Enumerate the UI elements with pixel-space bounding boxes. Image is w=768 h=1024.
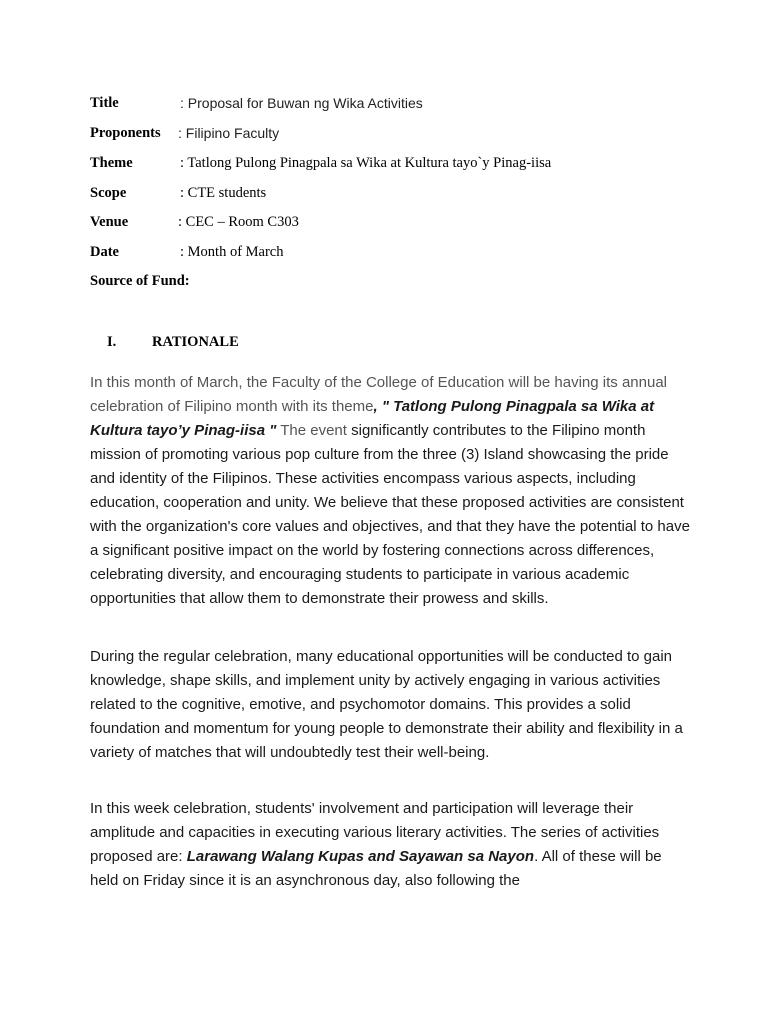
proponents-value: : Filipino Faculty xyxy=(178,125,280,141)
section-title: RATIONALE xyxy=(152,334,239,350)
activities-names: Larawang Walang Kupas and Sayawan sa Nayon xyxy=(186,848,535,865)
date-value: : Month of March xyxy=(180,244,284,260)
date-label: Date xyxy=(90,244,119,260)
theme-quote: , " Tatlong Pulong Pinagpala sa Wika at Kultura tayo’y Pinag-iisa " xyxy=(90,398,655,439)
section-number: I. xyxy=(107,334,117,350)
title-label: Title xyxy=(90,95,119,111)
scope-label: Scope xyxy=(90,185,127,201)
scope-value: : CTE students xyxy=(180,185,267,201)
fund-label: Source of Fund: xyxy=(90,273,190,289)
rationale-paragraph-3 xyxy=(90,797,690,893)
rationale-paragraph-2: During the regular celebration, many educational opportunities will be conducted to gain knowledge, shape skills, and implement unity by actively engaging in various activities related to the cognitive, emotive, and psychomotor domains. This provides a solid foundation and momentum for young people to demonstrate their ability and flexibility in a variety of matches that will undoubtedly test their well-being. xyxy=(90,648,683,761)
venue-value: : CEC – Room C303 xyxy=(178,214,299,230)
venue-label: Venue xyxy=(90,214,129,230)
p3-intro: In this week celebration, students' involvement and participation will leverage their amplitude and capacities in executing various literary activities. The series of activities proposed are: xyxy=(90,800,660,865)
proponents-label: Proponents xyxy=(90,125,161,141)
title-value: : Proposal for Buwan ng Wika Activities xyxy=(180,95,423,111)
p1-body: significantly contributes to the Filipino month mission of promoting various pop culture from the three (3) Island showcasing the pride and identity of the Filipinos. These activities encompass various aspects, including education, cooperation and unity. We believe that these proposed activities are consistent with the organization's core values and objectives, and that they have the potential to have a significant positive impact on the world by fostering connections across differences, celebrating diversity, and encouraging students to participate in various academic opportunities that allow them to demonstrate their prowess and skills. xyxy=(90,422,690,607)
p3-end: . All of these will be held on Friday since it is an asynchronous day, also following the xyxy=(90,848,662,889)
rationale-paragraph-1 xyxy=(90,371,690,611)
theme-label: Theme xyxy=(90,155,133,171)
p1-event: The event xyxy=(276,422,347,439)
theme-value: : Tatlong Pulong Pinagpala sa Wika at Kultura tayo`y Pinag-iisa xyxy=(180,155,552,171)
p1-intro: In this month of March, the Faculty of the College of Education will be having its annual celebration of Filipino month with its theme xyxy=(90,374,667,415)
